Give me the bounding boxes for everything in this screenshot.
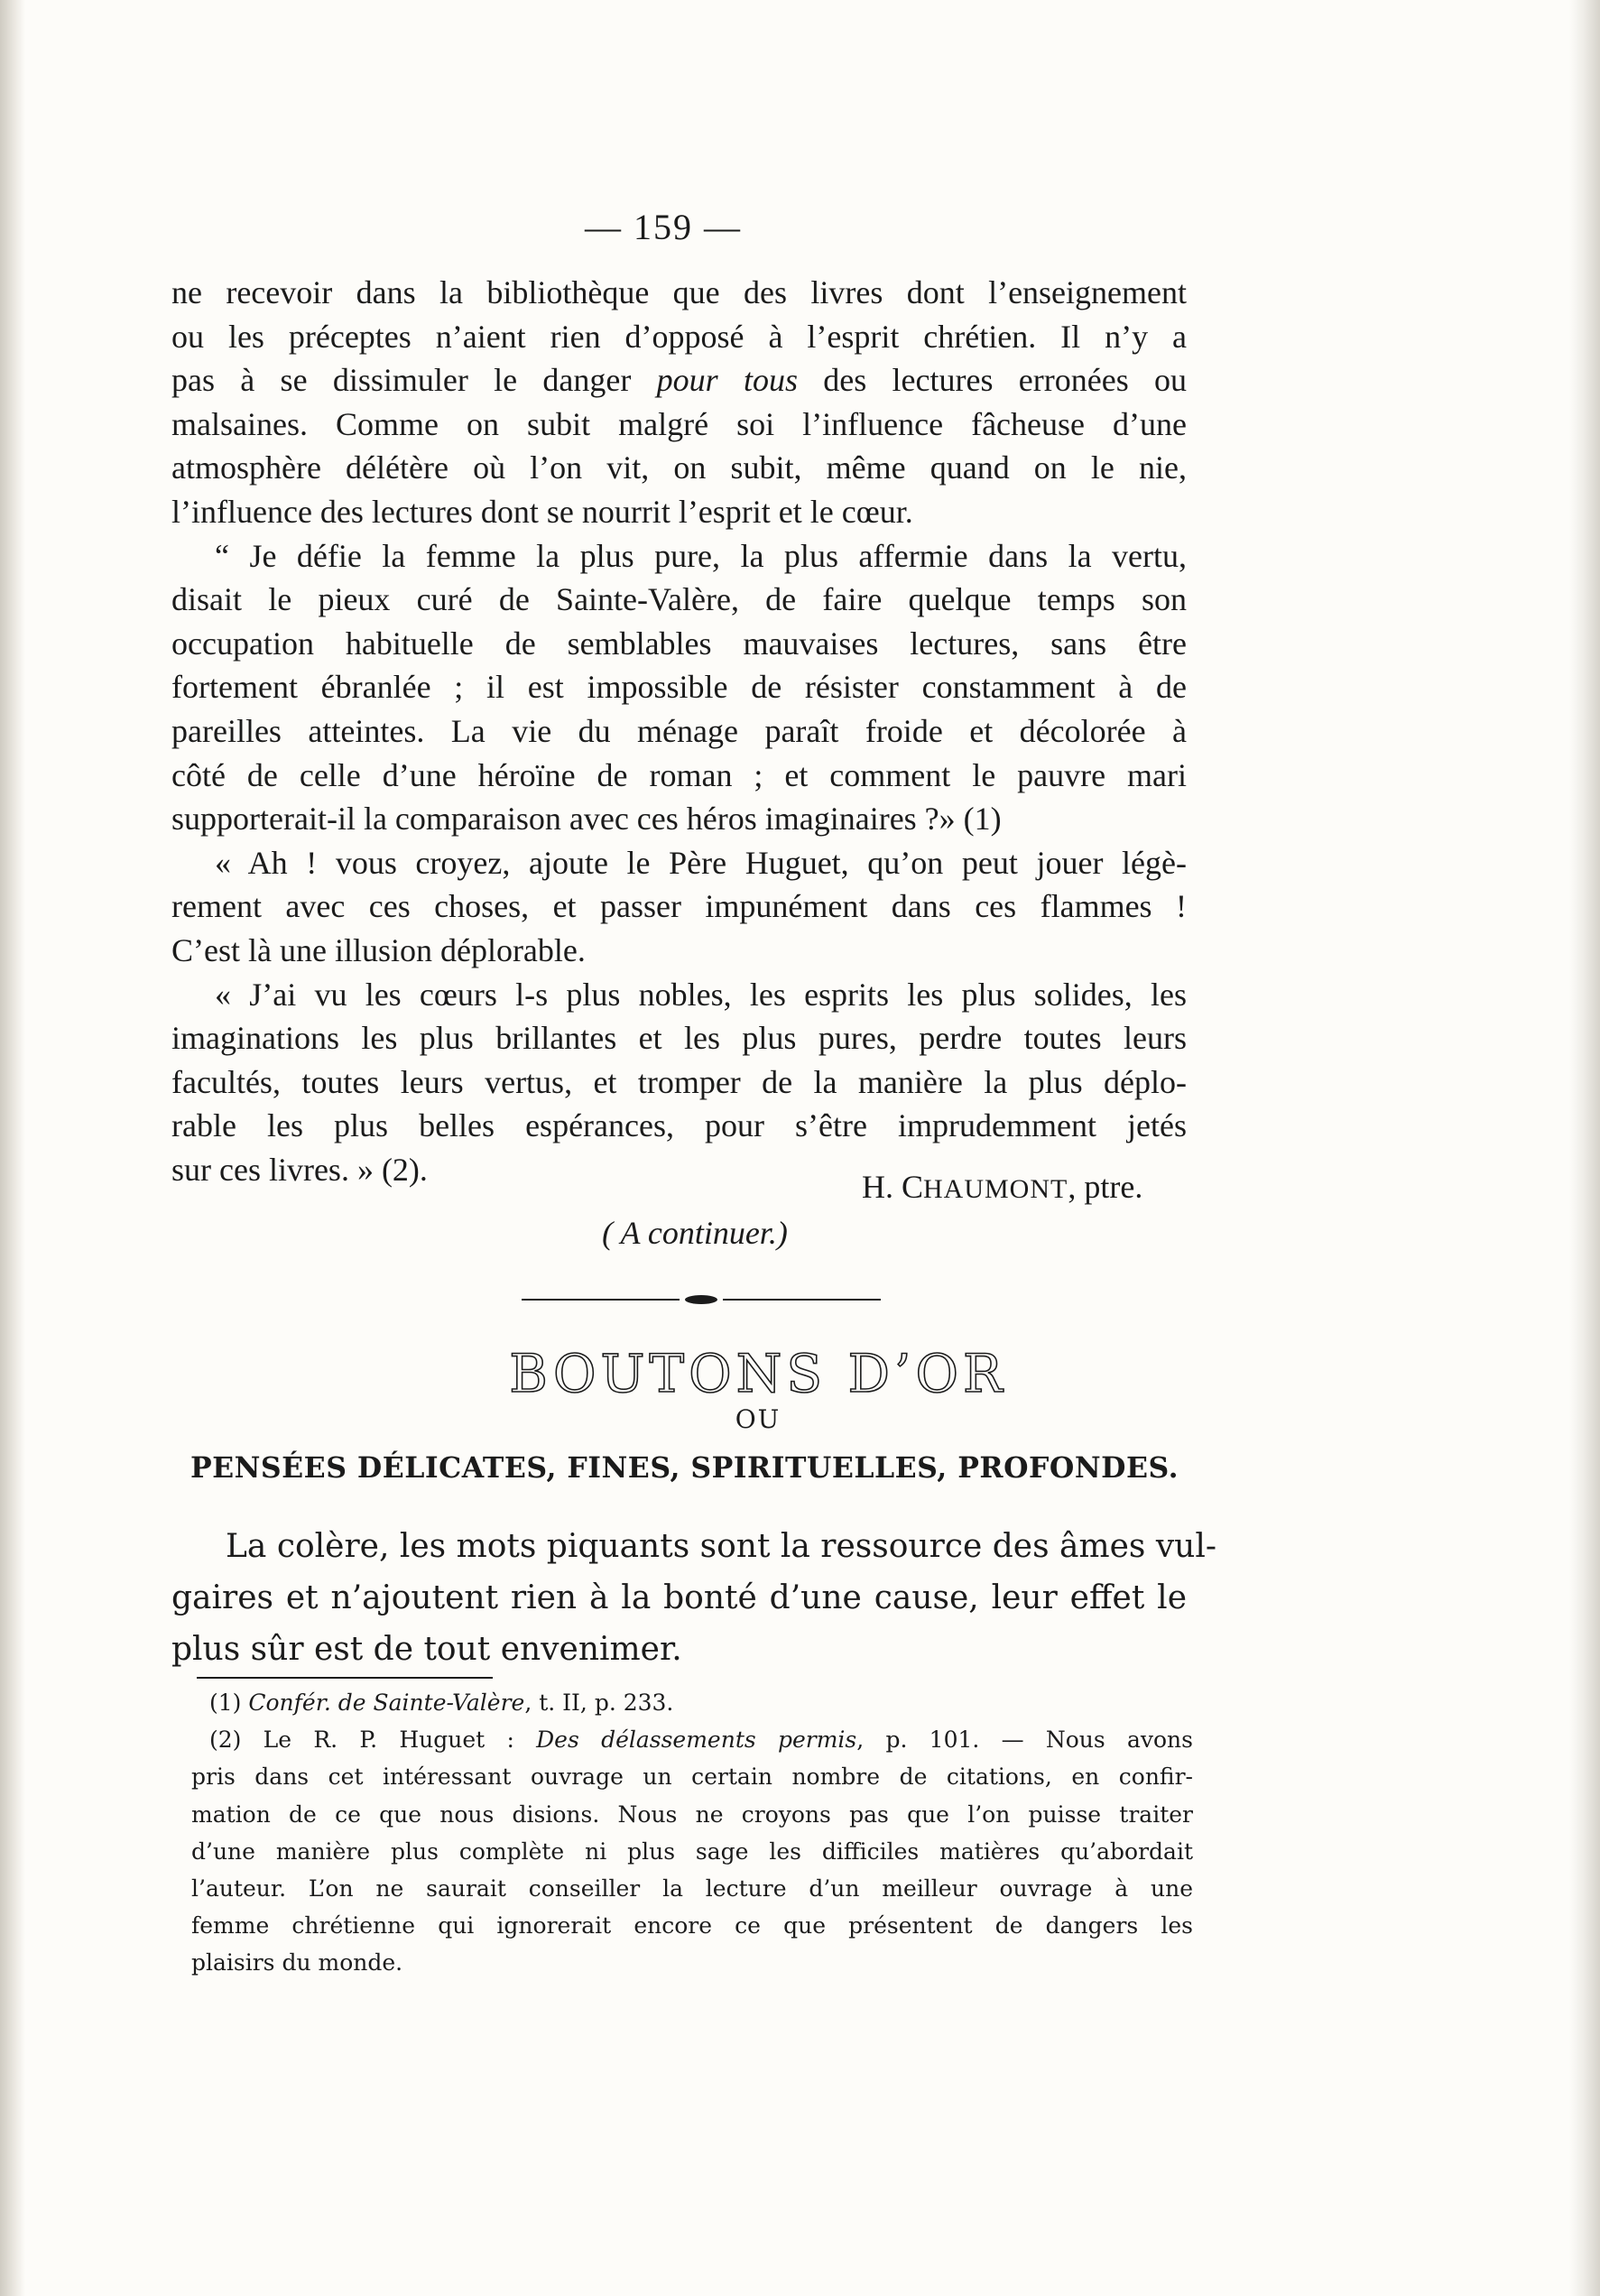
main-text xyxy=(171,271,1187,1191)
text-line: pas à se dissimuler le danger pour tous des lectures erronées ou xyxy=(171,362,1187,399)
text-line: l’influence des lectures dont se nourrit l’esprit et le cœur. xyxy=(171,493,913,530)
author-signature: H. CHAUMONT, ptre. xyxy=(862,1169,1143,1205)
heading-conjunction: OU xyxy=(735,1404,782,1434)
maxim-line: La colère, les mots piquants sont la ressource des âmes vul- xyxy=(226,1528,1217,1565)
text-line: C’est là une illusion déplorable. xyxy=(171,931,586,968)
footnote-line: femme chrétienne qui ignorerait encore ce que présentent de dangers les xyxy=(191,1912,1193,1940)
footnote-line: d’une manière plus complète ni plus sage les difficiles matières qu’abordait xyxy=(191,1838,1193,1865)
text-line: malsaines. Comme on subit malgré soi l’influence fâcheuse d’une xyxy=(171,405,1187,442)
maxim-line: gaires et n’ajoutent rien à la bonté d’une cause, leur effet le xyxy=(171,1579,1187,1616)
text-line: « Ah ! vous croyez, ajoute le Père Huguet, qu’on peut jouer légè- xyxy=(215,844,1187,881)
footnote-line: plaisirs du monde. xyxy=(191,1949,403,1977)
text-line: disait le pieux curé de Sainte-Valère, de faire quelque temps son xyxy=(171,581,1187,618)
text-line: ou les préceptes n’aient rien d’opposé à l’esprit chrétien. Il n’y a xyxy=(171,318,1187,355)
text-line: occupation habituelle de semblables mauvaises lectures, sans être xyxy=(171,625,1187,662)
page-right-edge xyxy=(1569,0,1600,2296)
footnote-line: mation de ce que nous disions. Nous ne croyons pas que l’on puisse traiter xyxy=(191,1801,1193,1828)
continuation-note: ( A continuer.) xyxy=(602,1215,788,1251)
text-line: atmosphère délétère où l’on vit, on subit, même quand on le nie, xyxy=(171,449,1187,486)
footnote-1: (1) Confér. de Sainte-Valère, t. II, p. 233. xyxy=(209,1690,674,1716)
section-subheading: PENSÉES DÉLICATES, FINES, SPIRITUELLES, PROFONDES. xyxy=(190,1451,1179,1485)
text-line: sur ces livres. » (2). xyxy=(171,1151,428,1188)
text-line: côté de celle d’une héroïne de roman ; et comment le pauvre mari xyxy=(171,756,1187,793)
page-left-edge xyxy=(0,0,25,2296)
text-line: ne recevoir dans la bibliothèque que des livres dont l’enseignement xyxy=(171,274,1187,310)
section-heading: BOUTONS D’OR xyxy=(509,1343,1007,1404)
footnote-line: pris dans cet intéressant ouvrage un certain nombre de citations, en confir- xyxy=(191,1764,1193,1791)
text-line: “ Je défie la femme la plus pure, la plus affermie dans la vertu, xyxy=(215,537,1187,574)
section-divider xyxy=(522,1294,881,1305)
text-line: « J’ai vu les cœurs l-s plus nobles, les esprits les plus solides, les xyxy=(215,976,1187,1013)
emphasis-pour-tous: pour tous xyxy=(656,362,798,399)
footnotes xyxy=(191,1684,1193,1982)
page-number: — 159 — xyxy=(585,207,742,247)
text-line: rement avec ces choses, et passer impunément dans ces flammes ! xyxy=(171,888,1187,925)
text-line: imaginations les plus brillantes et les plus pures, perdre toutes leurs xyxy=(171,1020,1187,1057)
divider-rule xyxy=(522,1299,680,1301)
divider-ornament-icon xyxy=(685,1295,717,1304)
text-line: supporterait-il la comparaison avec ces héros imaginaires ?» (1) xyxy=(171,801,1002,838)
text-line: facultés, toutes leurs vertus, et tromper de la manière la plus déplo- xyxy=(171,1063,1187,1100)
text-line: pareilles atteintes. La vie du ménage paraît froide et décolorée à xyxy=(171,712,1187,749)
text-line: fortement ébranlée ; il est impossible de résister constamment à de xyxy=(171,669,1187,706)
maxim-line: plus sûr est de tout envenimer. xyxy=(171,1631,682,1668)
footnote-rule xyxy=(197,1677,493,1679)
maxim-text xyxy=(171,1521,1217,1675)
footnote-2: (2) Le R. P. Huguet : Des délassements permis, p. 101. — Nous avons xyxy=(209,1727,1193,1754)
divider-rule xyxy=(723,1299,881,1301)
footnote-line: l’auteur. L’on ne saurait conseiller la lecture d’un meilleur ouvrage à une xyxy=(191,1875,1193,1903)
text-line: rable les plus belles espérances, pour s’être imprudemment jetés xyxy=(171,1107,1187,1144)
